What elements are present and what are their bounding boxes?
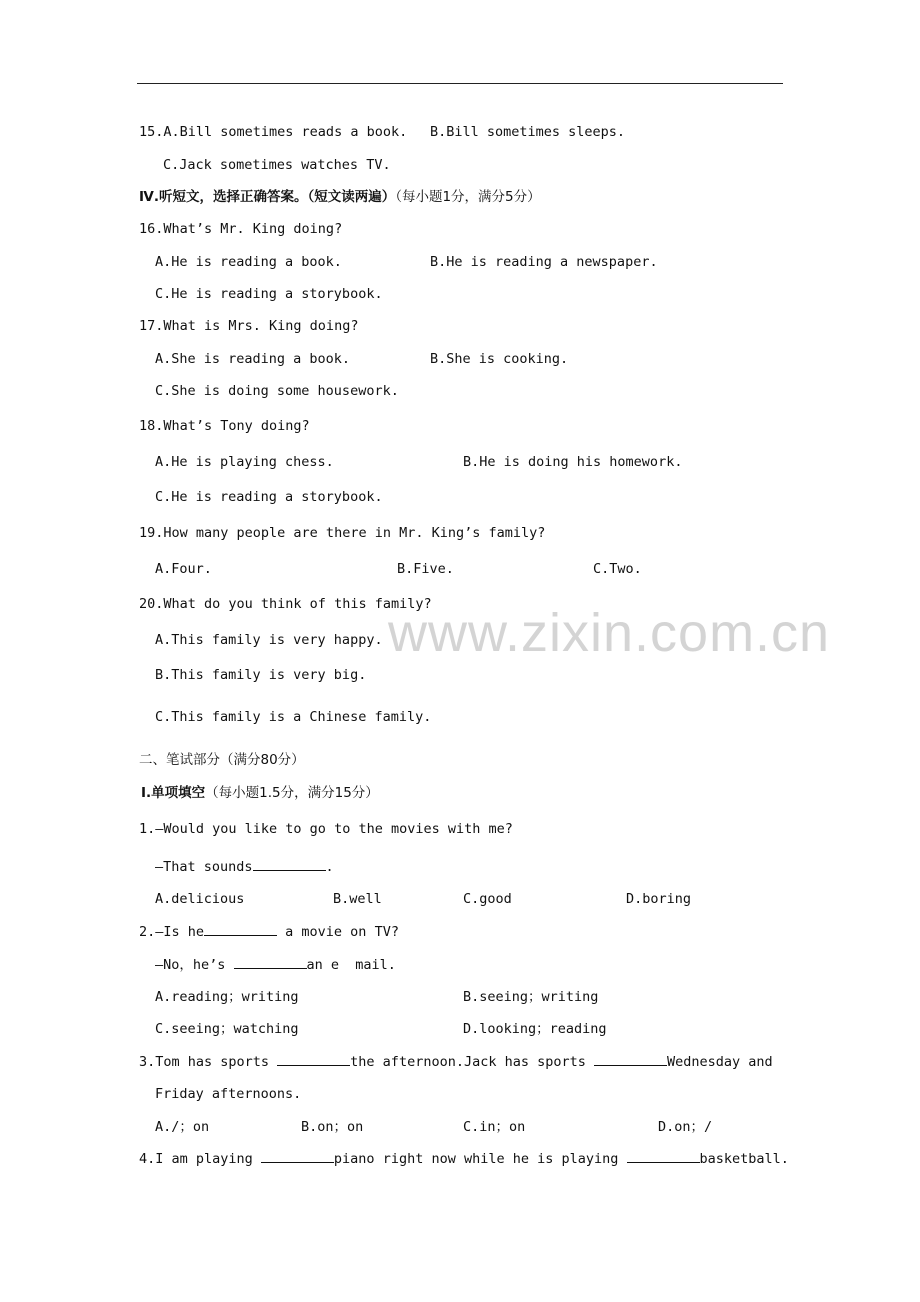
w-q1-reply-end: .: [325, 859, 334, 875]
q16-question: 16.What’s Mr. King doing?: [139, 221, 343, 237]
watermark: www.zixin.com.cn: [388, 603, 831, 663]
section4-title: Ⅳ.听短文，选择正确答案。（短文读两遍）: [139, 189, 396, 205]
answer-blank[interactable]: [277, 1053, 350, 1066]
q20-question: 20.What do you think of this family?: [139, 596, 432, 612]
w-q2-text-b: a movie on TV?: [277, 924, 399, 940]
w-q2-text-a: 2.—Is he: [139, 924, 205, 940]
answer-blank[interactable]: [234, 956, 307, 969]
w-q3-text-a: 3.Tom has sports: [139, 1054, 278, 1070]
w-q4-question: [139, 1150, 789, 1168]
section1-title: Ⅰ.单项填空: [141, 785, 206, 801]
q20-option-a: A.This family is very happy.: [155, 632, 383, 648]
w-q1-option-a: A.delicious: [155, 891, 245, 907]
w-q3-question: [139, 1053, 773, 1071]
w-q3-text-c: Wednesday and: [667, 1054, 773, 1070]
q16-option-c: C.He is reading a storybook.: [155, 286, 383, 302]
q16-option-b: B.He is reading a newspaper.: [430, 254, 658, 270]
answer-blank[interactable]: [253, 858, 326, 871]
q16-option-a: A.He is reading a book.: [155, 254, 342, 270]
q18-option-a: A.He is playing chess.: [155, 454, 334, 470]
section1-score: （每小题1.5分，满分15分）: [205, 785, 379, 801]
w-q4-text-a: 4.I am playing: [139, 1151, 261, 1167]
q20-option-b: B.This family is very big.: [155, 667, 367, 683]
w-q3-text-b: the afternoon.Jack has sports: [350, 1054, 595, 1070]
q18-option-b: B.He is doing his homework.: [463, 454, 683, 470]
section4-score: （每小题1分，满分5分）: [395, 189, 541, 205]
w-q2-reply-a: —No，he’s: [155, 957, 234, 973]
w-q1-option-b: B.well: [333, 891, 382, 907]
section4-heading: [139, 188, 541, 206]
w-q1-option-c: C.good: [463, 891, 512, 907]
q17-option-a: A.She is reading a book.: [155, 351, 351, 367]
q17-option-c: C.She is doing some housework.: [155, 383, 399, 399]
w-q2-option-c: C.seeing；watching: [155, 1021, 299, 1037]
q15-option-a: 15.A.Bill sometimes reads a book.: [139, 124, 408, 140]
w-q2-reply: [155, 956, 396, 974]
w-q2-question: [139, 923, 399, 941]
w-q2-option-b: B.seeing；writing: [463, 989, 599, 1005]
q17-option-b: B.She is cooking.: [430, 351, 569, 367]
q19-option-c: C.Two.: [593, 561, 642, 577]
written-part-title: 二、笔试部分（满分80分）: [139, 752, 305, 768]
w-q3-option-b: B.on；on: [301, 1119, 364, 1135]
w-q3-option-d: D.on；/: [658, 1119, 713, 1135]
answer-blank[interactable]: [261, 1150, 334, 1163]
header-rule: [137, 83, 783, 84]
q18-question: 18.What’s Tony doing?: [139, 418, 310, 434]
w-q1-question: 1.—Would you like to go to the movies with me?: [139, 821, 513, 837]
w-q3-continuation: Friday afternoons.: [155, 1086, 302, 1102]
w-q1-reply-text: —That sounds: [155, 859, 253, 875]
q17-question: 17.What is Mrs. King doing?: [139, 318, 359, 334]
w-q3-option-c: C.in；on: [463, 1119, 526, 1135]
q18-option-c: C.He is reading a storybook.: [155, 489, 383, 505]
q19-option-a: A.Four.: [155, 561, 212, 577]
w-q4-text-c: basketball.: [699, 1151, 789, 1167]
q15-option-c: C.Jack sometimes watches TV.: [163, 157, 391, 173]
w-q1-option-d: D.boring: [626, 891, 692, 907]
q19-question: 19.How many people are there in Mr. King’s family?: [139, 525, 546, 541]
answer-blank[interactable]: [204, 923, 277, 936]
w-q3-option-a: A./；on: [155, 1119, 210, 1135]
w-q2-option-a: A.reading；writing: [155, 989, 299, 1005]
w-q1-reply: [155, 858, 334, 876]
w-q2-reply-b: an e mail.: [306, 957, 396, 973]
q20-option-c: C.This family is a Chinese family.: [155, 709, 432, 725]
q19-option-b: B.Five.: [397, 561, 454, 577]
answer-blank[interactable]: [627, 1150, 700, 1163]
w-q4-text-b: piano right now while he is playing: [333, 1151, 627, 1167]
section1-heading: [141, 784, 379, 802]
q15-option-b: B.Bill sometimes sleeps.: [430, 124, 626, 140]
w-q2-option-d: D.looking；reading: [463, 1021, 607, 1037]
answer-blank[interactable]: [594, 1053, 667, 1066]
